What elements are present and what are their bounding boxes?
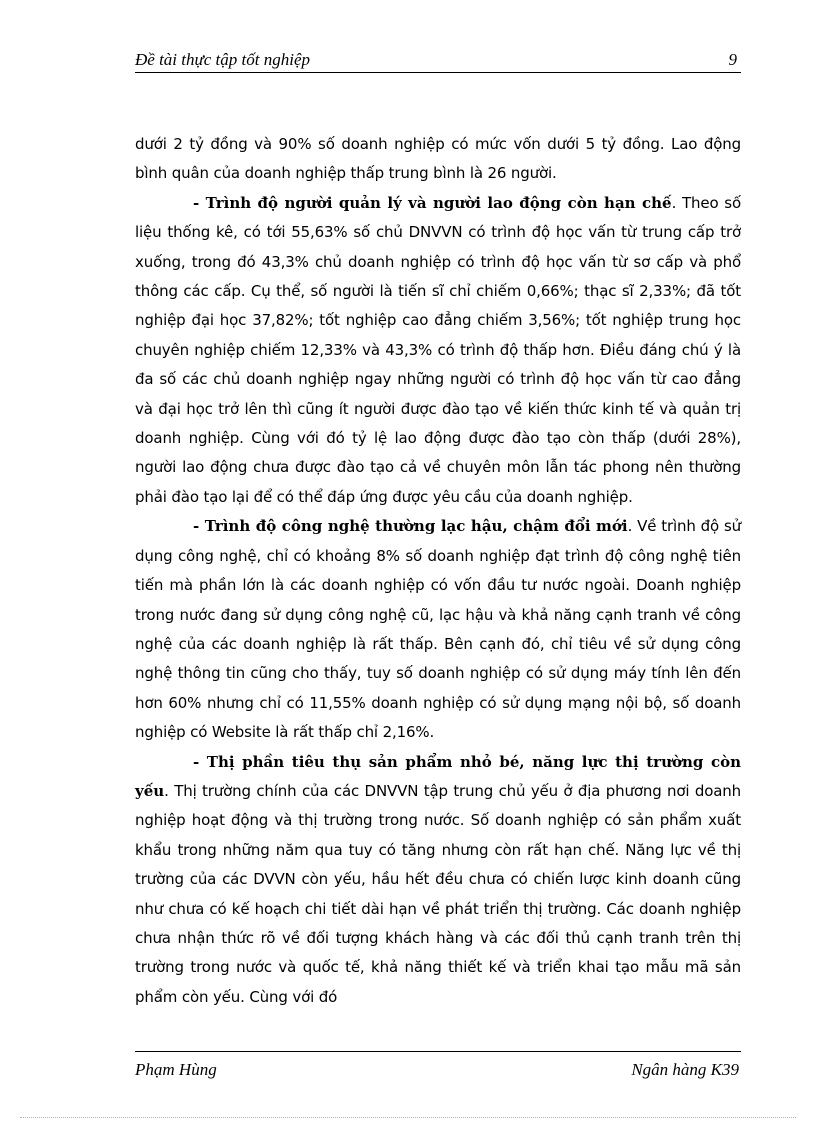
paragraph-text: . Thị trường chính của các DNVVN tập trung chủ yếu ở địa phương nơi doanh nghiệp hoạt động và thị trường trong nước. Số doanh nghiệp có sản phẩm xuất khẩu trong những năm qua tuy có tăng nhưng còn rất hạn chế. Năng lực về thị trường của các DVVN còn yếu, hầu hết đều chưa có chiến lược kinh doanh cũng như chưa có kế hoạch chi tiết dài hạn về phát triển thị trường. Các doanh nghiệp chưa nhận thức rõ về đối tượng khách hàng và các đối thủ cạnh tranh trên thị trường trong nước và quốc tế, khả năng thiết kế và triển khai tạo mẫu mã sản phẩm còn yếu. Cùng với đó (135, 781, 741, 1006)
footer-author: Phạm Hùng (135, 1060, 217, 1079)
paragraph-technology-level (135, 512, 741, 747)
paragraph-text: dưới 2 tỷ đồng và 90% số doanh nghiệp có mức vốn dưới 5 tỷ đồng. Lao động bình quân của doanh nghiệp thấp trung bình là 26 người. (135, 135, 741, 183)
page-footer (135, 1051, 741, 1079)
document-title: Đề tài thực tập tốt nghiệp (135, 50, 310, 69)
page-bottom-dotted-rule (20, 1117, 796, 1118)
paragraph-text: . Về trình độ sử dụng công nghệ, chỉ có khoảng 8% số doanh nghiệp đạt trình độ công nghệ tiên tiến mà phần lớn là các doanh nghiệp có vốn đầu tư nước ngoài. Doanh nghiệp trong nước đang sử dụng công nghệ cũ, lạc hậu và khả năng cạnh tranh về công nghệ của các doanh nghiệp là rất thấp. Bên cạnh đó, chỉ tiêu về sử dụng công nghệ thông tin cũng cho thấy, tuy số doanh nghiệp có sử dụng máy tính lên đến hơn 60% nhưng chỉ có 11,55% doanh nghiệp có sử dụng mạng nội bộ, số doanh nghiệp có Website là rất thấp chỉ 2,16%. (135, 517, 741, 742)
footer-department: Ngân hàng K39 (631, 1060, 739, 1079)
paragraph-heading: - Trình độ công nghệ thường lạc hậu, chậm đổi mới (193, 517, 628, 536)
document-body (135, 130, 741, 1012)
paragraph-continuation (135, 130, 741, 189)
paragraph-market-share (135, 748, 741, 1013)
paragraph-text: . Theo số liệu thống kê, có tới 55,63% số chủ DNVVN có trình độ học vấn từ trung cấp trở xuống, trong đó 43,3% chủ doanh nghiệp có trình độ học vấn từ sơ cấp và phổ thông các cấp. Cụ thể, số người là tiến sĩ chỉ chiếm 0,66%; thạc sĩ 2,33%; đã tốt nghiệp đại học 37,82%; tốt nghiệp cao đẳng chiếm 3,56%; tốt nghiệp trung học chuyên nghiệp chiếm 12,33% và 43,3% có trình độ thấp hơn. Điều đáng chú ý là đa số các chủ doanh nghiệp ngay những người có trình độ học vấn từ cao đẳng và đại học trở lên thì cũng ít người được đào tạo về kiến thức kinh tế và quản trị doanh nghiệp. Cùng với đó tỷ lệ lao động được đào tạo còn thấp (dưới 28%), người lao động chưa được đào tạo cả về chuyên môn lẫn tác phong nên thường phải đào tạo lại để có thể đáp ứng được yêu cầu của doanh nghiệp. (135, 193, 741, 506)
paragraph-heading: - Trình độ người quản lý và người lao động còn hạn chế (193, 193, 672, 212)
page-number: 9 (728, 50, 737, 69)
paragraph-management-skills (135, 189, 741, 512)
paragraph-heading: - Thị phần tiêu thụ sản phẩm nhỏ bé, năng lực thị trường còn yếu (135, 752, 741, 800)
page-header (135, 50, 741, 73)
